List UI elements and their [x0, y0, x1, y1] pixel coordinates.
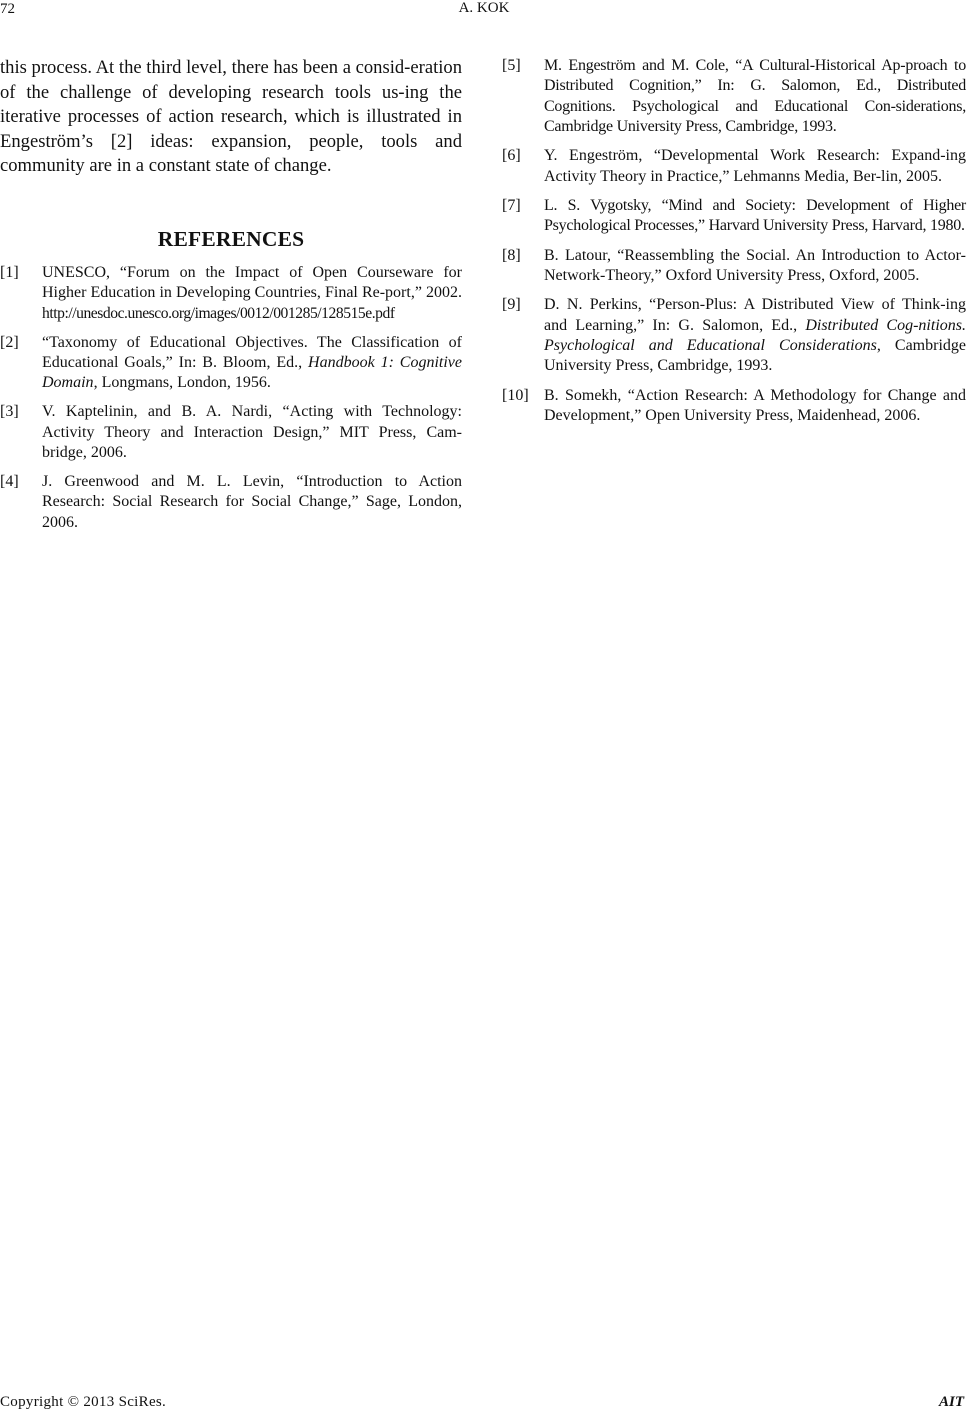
reference-text: L. S. Vygotsky, “Mind and Society: Development of Higher Psychological Processes,” Harvard University Press, Harvard, 1980. — [544, 197, 966, 235]
reference-publisher: , Longmans, London, 1956. — [93, 374, 271, 392]
reference-item-10 — [502, 386, 966, 427]
reference-text: B. Latour, “Reassembling the Social. An Introduction to Actor-Network-Theory,” Oxford University Press, Oxford, 2005. — [544, 246, 966, 285]
right-column — [502, 56, 966, 435]
reference-book-title: Handbook 1: Cognitive Domain — [42, 353, 463, 392]
reference-item-8 — [502, 246, 966, 287]
left-column — [0, 56, 462, 541]
running-head: A. KOK — [458, 0, 510, 16]
reference-text: B. Somekh, “Action Research: A Methodology for Change and Development,” Open University Press, Maidenhead, 2006. — [544, 386, 966, 425]
reference-number: [4] — [0, 472, 19, 490]
body-paragraph: this process. At the third level, there has been a consid-eration of the challenge of developing research tools us-ing the iterative processes of action research, which is illustrated in Engeström’s [2] ideas: expansion, people, tools and community are in a constant state of change. — [0, 57, 462, 177]
references-heading: REFERENCES — [157, 226, 305, 251]
reference-item-4 — [0, 472, 462, 533]
copyright-notice: Copyright © 2013 SciRes. — [0, 1394, 167, 1410]
reference-item-5 — [502, 56, 966, 138]
page-number: 72 — [0, 1, 15, 17]
reference-list-left — [0, 263, 462, 533]
reference-text: M. Engeström and M. Cole, “A Cultural-Historical Ap-proach to Distributed Cognition,” In: G. Salomon, Ed., Distributed Cognitions. Psychological and Educational Con-siderations, Cambridge University Press, Cambridge, 1993. — [544, 57, 966, 136]
reference-book-title: Distributed Cog-nitions. Psychological and Educational Considerations — [544, 316, 966, 355]
reference-number: [1] — [0, 263, 19, 281]
reference-text — [42, 263, 462, 324]
reference-text: Y. Engeström, “Developmental Work Research: Expand-ing Activity Theory in Practice,” Lehmanns Media, Ber-lin, 2005. — [544, 147, 966, 185]
reference-number: [6] — [502, 147, 521, 165]
reference-number: [10] — [502, 386, 529, 404]
journal-abbreviation: AIT — [938, 1394, 964, 1410]
reference-url[interactable]: http://unesdoc.unesco.org/images/0012/001285/128515e.pdf — [42, 304, 395, 322]
reference-citation: UNESCO, “Forum on the Impact of Open Courseware for Higher Education in Developing Countries, Final Re-port,” 2002. — [42, 263, 462, 302]
reference-number: [2] — [0, 333, 19, 351]
reference-item-2 — [0, 333, 462, 394]
reference-text: V. Kaptelinin, and B. A. Nardi, “Acting with Technology: Activity Theory and Interaction Design,” MIT Press, Cam-bridge, 2006. — [42, 403, 462, 461]
reference-item-1 — [0, 263, 462, 324]
reference-number: [8] — [502, 246, 521, 264]
reference-citation: “Taxonomy of Educational Objectives. The Classification of Educational Goals,” In: B. Bloom, Ed., — [42, 333, 462, 371]
reference-list-right — [502, 56, 966, 426]
reference-number: [3] — [0, 403, 19, 421]
reference-text — [544, 295, 966, 377]
reference-item-9 — [502, 295, 966, 377]
reference-number: [7] — [502, 197, 521, 215]
reference-item-7 — [502, 196, 966, 237]
reference-text — [42, 333, 462, 394]
reference-citation: D. N. Perkins, “Person-Plus: A Distributed View of Think-ing and Learning,” In: G. Salomon, Ed., — [544, 296, 966, 334]
reference-item-3 — [0, 402, 462, 463]
reference-item-6 — [502, 146, 966, 187]
reference-number: [5] — [502, 57, 521, 74]
reference-text: J. Greenwood and M. L. Levin, “Introduction to Action Research: Social Research for Social Change,” Sage, London, 2006. — [42, 472, 462, 531]
reference-publisher: , Cambridge University Press, Cambridge, 1993. — [544, 337, 967, 375]
reference-number: [9] — [502, 296, 521, 314]
